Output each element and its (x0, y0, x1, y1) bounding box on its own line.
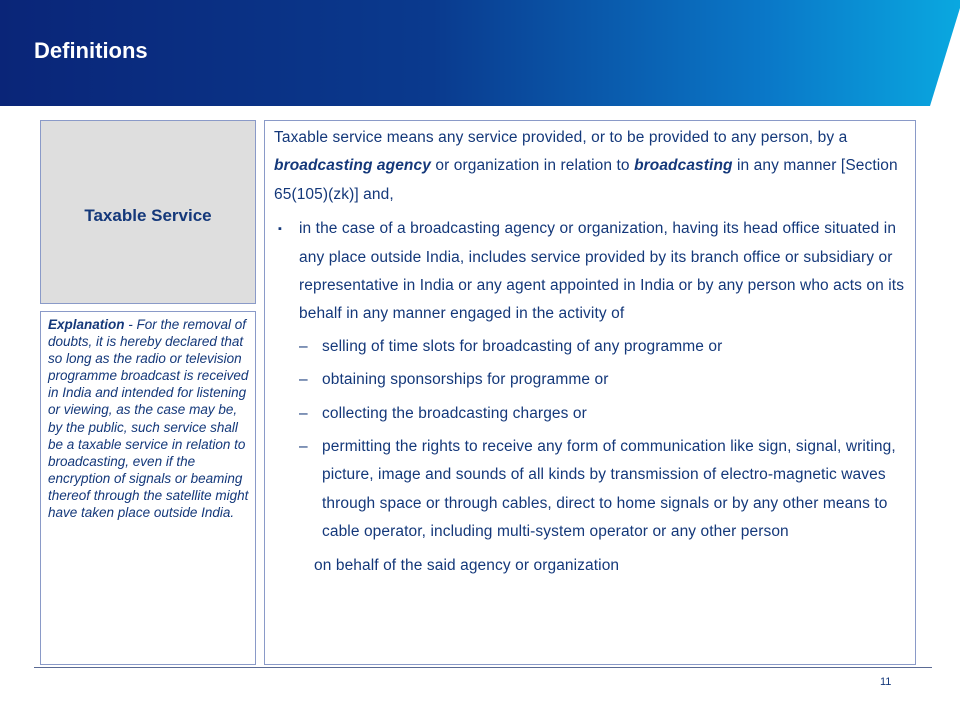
explanation-box (40, 311, 256, 665)
sub-item-text: collecting the broadcasting charges or (322, 404, 587, 422)
definition-content (264, 120, 916, 665)
intro-text-1: Taxable service means any service provided, or to be provided to any person, by a (274, 129, 848, 146)
explanation-lead: Explanation (48, 317, 125, 332)
intro-text-3: in any manner [Section 65(105)(zk)] and, (274, 157, 898, 203)
explanation-body: - For the removal of doubts, it is hereby declared that so long as the radio or television programme broadcast is received in India and intended for listening or viewing, as the case may be, by the public, such service shall be a taxable service in relation to broadcasting, even if the encryption of signals or beaming thereof through the satellite might have taken place outside India. (48, 317, 249, 521)
square-bullet-icon: ▪ (278, 223, 282, 236)
sub-item-3 (274, 400, 905, 428)
sub-item-2 (274, 366, 905, 394)
dash-bullet-icon: – (299, 371, 308, 389)
sub-item-text: selling of time slots for broadcasting of any programme or (322, 337, 723, 355)
bullet-text: in the case of a broadcasting agency or organization, having its head office situated in any place outside India, includes service provided by its branch office or subsidiary or representative in India or any agent appointed in India or by any person who acts on its behalf in any manner engaged in the activity of (299, 220, 905, 323)
sub-item-4 (274, 433, 905, 547)
definition-intro (274, 124, 905, 209)
closing-text: on behalf of the said agency or organization (314, 556, 620, 574)
dash-bullet-icon: – (299, 337, 308, 355)
taxable-service-label: Taxable Service (84, 206, 212, 225)
footer-divider (34, 667, 932, 668)
sub-item-text: permitting the rights to receive any form of communication like sign, signal, writing, picture, image and sounds of all kinds by transmission of electro-magnetic waves through space or through cables, direct to home signals or by any other means to cable operator, including multi-system operator or any other person (322, 438, 896, 541)
bullet-item (274, 215, 905, 329)
taxable-service-label-box (40, 120, 256, 304)
intro-emphasis-1: broadcasting agency (274, 157, 431, 175)
intro-text-2: or organization in relation to (430, 157, 635, 175)
intro-emphasis-2: broadcasting (634, 157, 733, 175)
sub-item-text: obtaining sponsorships for programme or (322, 371, 609, 389)
page-title: Definitions (34, 38, 148, 63)
sub-item-1 (274, 333, 905, 361)
page-number: 11 (880, 676, 892, 688)
dash-bullet-icon: – (299, 438, 308, 456)
dash-bullet-icon: – (299, 404, 308, 422)
